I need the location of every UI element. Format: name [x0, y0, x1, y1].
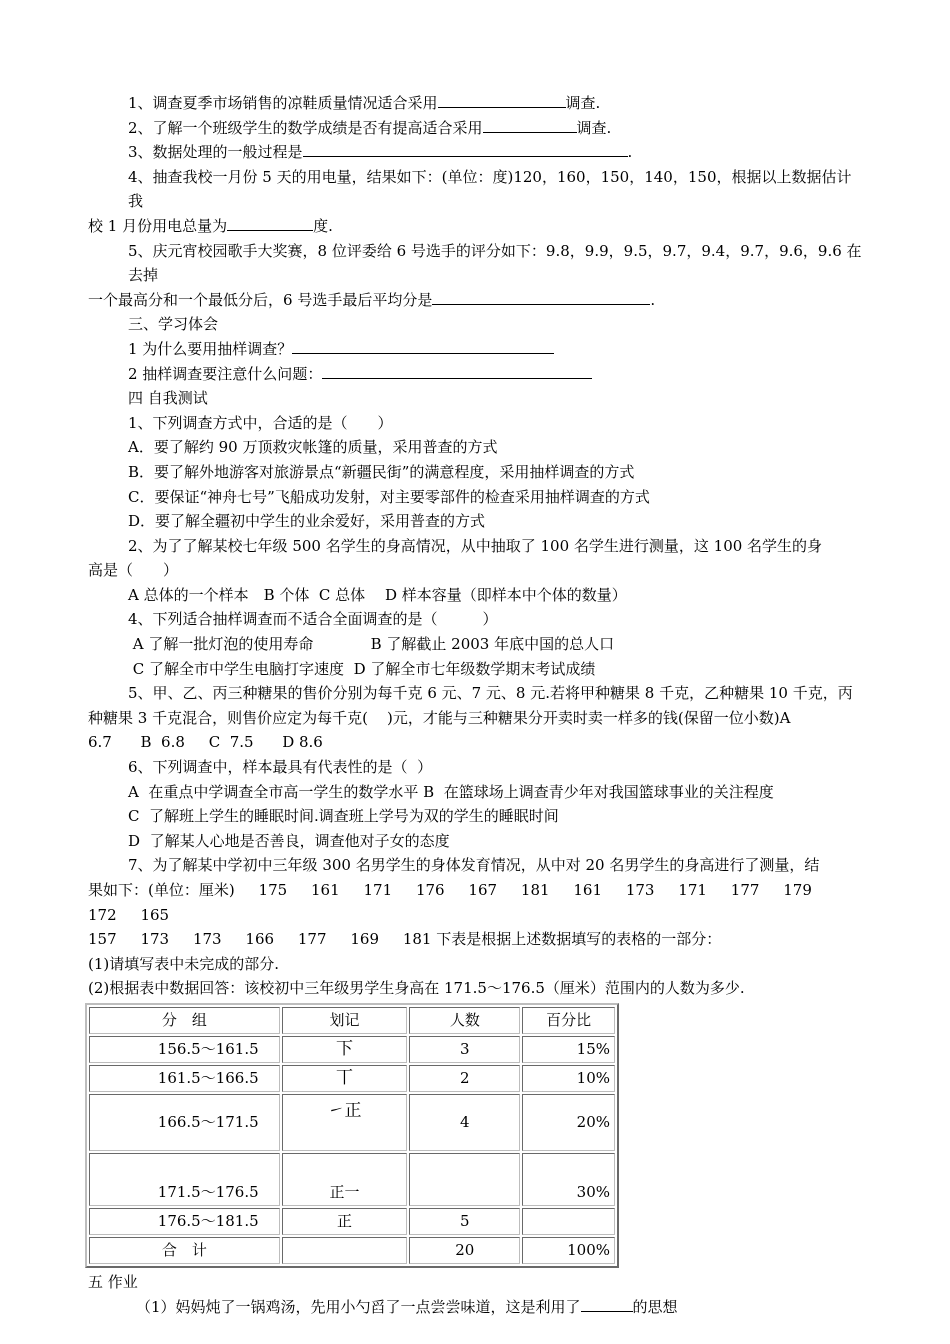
cell-total-label: 合 计	[89, 1237, 280, 1264]
question-2: 2、了解一个班级学生的数学成绩是否有提高适合采用 调查.	[128, 118, 612, 137]
section-3-heading: 三、学习体会	[128, 315, 219, 334]
section-4-heading: 四 自我测试	[128, 389, 208, 408]
test-7-line1: 7、为了解某中学初中三年级 300 名男学生的身体发育情况，从中对 20 名男学生的身高进行了测量，结	[128, 856, 820, 875]
answer-blank[interactable]	[432, 290, 650, 305]
cell-count[interactable]: 4	[409, 1094, 520, 1151]
test-2-line1: 2、为了了解某校七年级 500 名学生的身高情况，从中抽取了 100 名学生进行测量，这 100 名学生的身	[128, 536, 823, 555]
test-5-line2: 种糖果 3 千克混合，则售价应定为每千克( )元，才能与三种糖果分开卖时卖一样多的钱(保留一位小数)A	[88, 708, 791, 727]
answer-blank[interactable]	[438, 93, 566, 108]
question-3: 3、数据处理的一般过程是 .	[128, 143, 633, 162]
test-4-options-row1: A 了解一批灯泡的使用寿命 B 了解截止 2003 年底中国的总人口	[128, 635, 615, 654]
cell-group: 156.5～161.5	[89, 1036, 280, 1063]
cell-group: 161.5～166.5	[89, 1065, 280, 1092]
answer-blank[interactable]	[581, 1297, 633, 1312]
cell-tally[interactable]: 正	[282, 1208, 408, 1235]
frequency-table	[85, 1003, 619, 1268]
answer-blank[interactable]	[322, 364, 592, 379]
answer-blank[interactable]	[303, 142, 628, 157]
test-1-option-b: B．要了解外地游客对旅游景点“新疆民街”的满意程度，采用抽样调查的方式	[128, 462, 635, 481]
test-1-option-c: C．要保证“神舟七号”飞船成功发射，对主要零部件的检查采用抽样调查的方式	[128, 487, 650, 506]
cell-group: 171.5～176.5	[89, 1153, 280, 1206]
answer-blank[interactable]	[227, 216, 313, 231]
header-count: 人数	[409, 1007, 520, 1034]
worksheet-page	[88, 91, 864, 1319]
section-5-heading: 五 作业	[88, 1272, 138, 1291]
test-6-option-c: C 了解班上学生的睡眠时间.调查班上学号为双的学生的睡眠时间	[128, 807, 559, 826]
question-4-line1: 4、抽查我校一月份 5 天的用电量，结果如下：(单位：度)120，160，150，140，150，根据以上数据估计我	[128, 167, 852, 211]
cell-count[interactable]: 3	[409, 1036, 520, 1063]
cell-tally[interactable]: 正一	[282, 1153, 408, 1206]
test-7-sub2: (2)根据表中数据回答：该校初中三年级男学生身高在 171.5～176.5（厘米）范围内的人数为多少.	[88, 979, 745, 998]
table-row	[89, 1036, 615, 1063]
cell-tally[interactable]: 丅	[282, 1065, 408, 1092]
cell-total-percent: 100%	[522, 1237, 615, 1264]
header-percent: 百分比	[522, 1007, 615, 1034]
test-7-sub1: (1)请填写表中未完成的部分.	[88, 954, 280, 973]
cell-group: 166.5～171.5	[89, 1094, 280, 1151]
test-2-line2: 高是（ ）	[88, 561, 179, 580]
cell-count[interactable]: 2	[409, 1065, 520, 1092]
table-row	[89, 1208, 615, 1235]
test-1-option-a: A．要了解约 90 万顶救灾帐篷的质量，采用普查的方式	[128, 438, 498, 457]
question-5-line2: 一个最高分和一个最低分后，6 号选手最后平均分是 .	[88, 290, 656, 309]
test-4-options-row2: C 了解全市中学生电脑打字速度 D 了解全市七年级数学期末考试成绩	[128, 659, 596, 678]
table-row	[89, 1094, 615, 1151]
test-6-option-d: D 了解某人心地是否善良，调查他对子女的态度	[128, 831, 450, 850]
question-4-line2: 校 1 月份用电总量为 度.	[88, 216, 333, 235]
cell-tally[interactable]: 下	[282, 1036, 408, 1063]
table-total-row	[89, 1237, 615, 1264]
test-5-line3: 6.7 B 6.8 C 7.5 D 8.6	[88, 733, 323, 752]
cell-tally[interactable]: ㇀正	[282, 1094, 408, 1151]
reflection-item-1: 1 为什么要用抽样调查？	[88, 337, 864, 362]
cell-count[interactable]	[409, 1153, 520, 1206]
test-5-line1: 5、甲、乙、丙三种糖果的售价分别为每千克 6 元、7 元、8 元.若将甲种糖果 8 千克，乙种糖果 10 千克，丙	[128, 684, 853, 703]
table-row	[89, 1065, 615, 1092]
table-row	[89, 1153, 615, 1206]
cell-total-tally	[282, 1237, 408, 1264]
cell-group: 176.5～181.5	[89, 1208, 280, 1235]
test-4-stem: 4、下列适合抽样调查而不适合全面调查的是（ ）	[128, 610, 498, 629]
answer-blank[interactable]	[292, 339, 554, 354]
cell-percent[interactable]: 20%	[522, 1094, 615, 1151]
cell-percent[interactable]: 15%	[522, 1036, 615, 1063]
cell-percent[interactable]	[522, 1208, 615, 1235]
answer-blank[interactable]	[483, 118, 577, 133]
test-6-options-ab: A 在重点中学调查全市高一学生的数学水平 B 在篮球场上调查青少年对我国篮球事业的关注程度	[128, 782, 774, 801]
cell-percent[interactable]: 30%	[522, 1153, 615, 1206]
test-7-line2: 果如下：(单位：厘米) 175 161 171 176 167 181 161 173 171 177 179 172 165	[88, 881, 836, 924]
test-6-stem: 6、下列调查中，样本最具有代表性的是（ ）	[128, 758, 433, 777]
test-1-option-d: D．要了解全疆初中学生的业余爱好，采用普查的方式	[128, 512, 486, 531]
header-tally: 划记	[282, 1007, 408, 1034]
question-1: 1、调查夏季市场销售的凉鞋质量情况适合采用 调查.	[128, 94, 601, 112]
test-7-line3: 157 173 173 166 177 169 181 下表是根据上述数据填写的表格的一部分：	[88, 930, 722, 949]
reflection-item-2: 2 抽样调查要注意什么问题：	[88, 362, 864, 387]
cell-count[interactable]: 5	[409, 1208, 520, 1235]
test-2-options: A 总体的一个样本 B 个体 C 总体 D 样本容量（即样本中个体的数量）	[128, 585, 627, 604]
cell-percent[interactable]: 10%	[522, 1065, 615, 1092]
homework-1: （1）妈妈炖了一锅鸡汤，先用小勺舀了一点尝尝味道，这是利用了 的思想	[136, 1297, 678, 1316]
header-group: 分 组	[89, 1007, 280, 1034]
question-5-line1: 5、庆元宵校园歌手大奖赛，8 位评委给 6 号选手的评分如下：9.8，9.9，9.5，9.7，9.4，9.7，9.6，9.6 在去掉	[128, 241, 862, 285]
test-1-stem: 1、下列调查方式中，合适的是（ ）	[128, 413, 393, 432]
cell-total-count: 20	[409, 1237, 520, 1264]
table-header-row	[89, 1007, 615, 1034]
